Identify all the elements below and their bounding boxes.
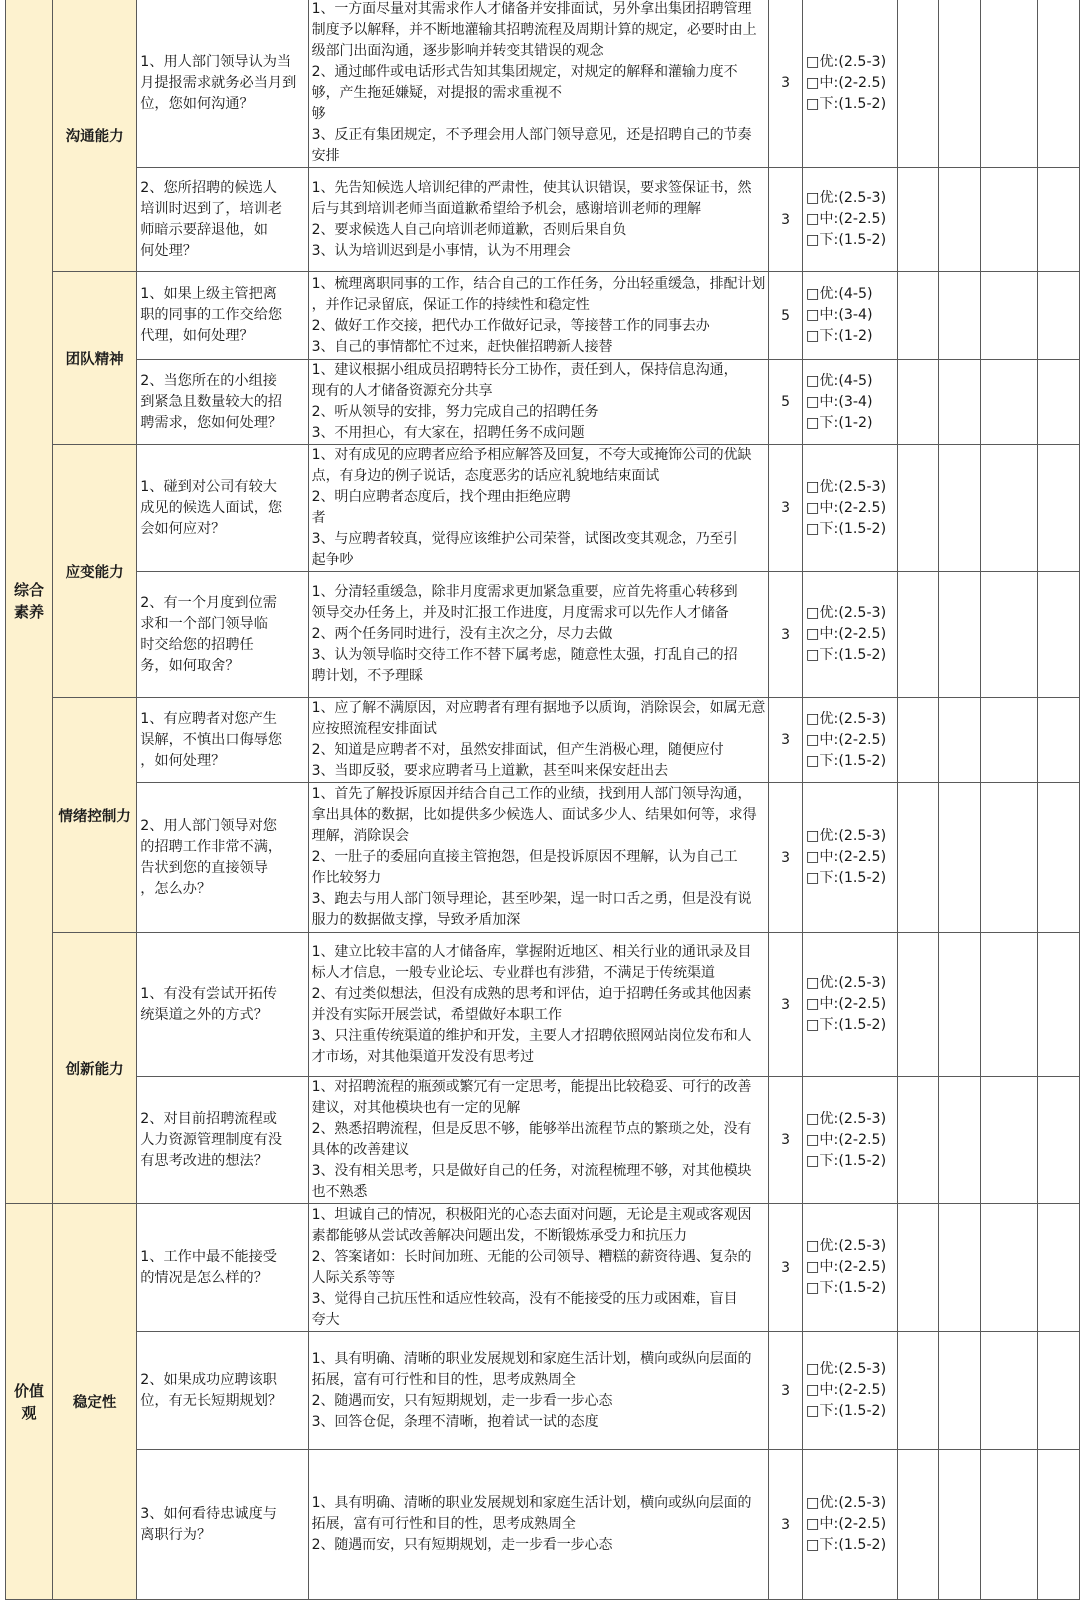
grade-checkbox-option[interactable]: □中:(3-4): [805, 393, 873, 410]
answer-line: 1、分清轻重缓急，除非月度需求更加紧急重要，应首先将重心转移到: [311, 584, 738, 600]
question-text: 离职行为？: [140, 1526, 212, 1543]
question-text: 3、如何看待忠诚度与: [140, 1505, 277, 1522]
score-entry-cell[interactable]: [980, 1077, 1038, 1204]
question-text: 时交给您的招聘任: [140, 636, 254, 653]
grade-checkbox-option[interactable]: □中:(3-4): [805, 307, 873, 323]
score-entry-cell[interactable]: [980, 1450, 1038, 1600]
question-text: 1、有应聘者对您产生: [140, 710, 277, 727]
grade-checkbox-option[interactable]: □中:(2-2.5): [805, 731, 887, 748]
question-text: 位，您如何沟通？: [140, 95, 254, 112]
score-entry-cell[interactable]: [897, 572, 939, 698]
grade-checkbox-option[interactable]: □优:(2.5-3): [805, 1361, 887, 1377]
grade-checkbox-option[interactable]: □中:(2-2.5): [805, 1382, 887, 1398]
score-entry-cell[interactable]: [897, 445, 939, 572]
grade-checkbox-option[interactable]: □下:(1-2): [805, 414, 873, 431]
question-text: 代理，如何处理？: [140, 328, 254, 344]
grade-checkbox-option[interactable]: □下:(1.5-2): [805, 870, 887, 886]
question-text: 误解，不慎出口侮辱您: [140, 731, 283, 748]
grade-checkbox-option[interactable]: □优:(2.5-3): [805, 478, 887, 495]
grade-checkbox-option[interactable]: □下:(1-2): [805, 328, 873, 344]
answer-line: 3、跑去与用人部门领导理论，甚至吵架，逞一时口舌之勇，但是没有说: [311, 891, 752, 907]
score-entry-cell[interactable]: [939, 0, 981, 168]
answer-line: 建议，对其他模块也有一定的见解: [311, 1100, 521, 1116]
answer-line: 应按照流程安排面试: [311, 721, 437, 737]
answer-line: 2、随遇而安，只有短期规划，走一步看一步心态: [311, 1537, 613, 1553]
score-entry-cell[interactable]: [897, 783, 939, 933]
dimension-cell: 应变能力: [53, 445, 137, 698]
answer-line: 3、没有相关思考，只是做好自己的任务，对流程梳理不够，对其他模块: [311, 1163, 752, 1179]
grade-options-cell: [802, 168, 897, 272]
category-label: 价值: [14, 1381, 45, 1400]
score-entry-cell[interactable]: [939, 1077, 981, 1204]
category-label: 综合: [14, 581, 45, 599]
table-row: [6, 168, 1080, 272]
grade-checkbox-option[interactable]: □优:(2.5-3): [805, 828, 887, 844]
answer-line: 并没有实际开展尝试，希望做好本职工作: [311, 1006, 562, 1023]
answer-line: 3、与应聘者较真，觉得应该维护公司荣誉，试图改变其观念，乃至引: [311, 531, 738, 547]
score-entry-cell[interactable]: [980, 1332, 1038, 1450]
reference-answers-cell: [308, 272, 769, 360]
grade-options-cell: [802, 1332, 897, 1450]
question-text: 月提报需求就务必当月到: [140, 74, 297, 91]
category-label: 素养: [14, 603, 45, 621]
answer-line: 点，有身边的例子说话，态度恶劣的话应礼貌地结束面试: [311, 468, 660, 484]
reference-answers-cell: [308, 1450, 769, 1600]
answer-line: 2、做好工作交接，把代办工作做好记录，等接替工作的同事去办: [311, 317, 710, 334]
score-entry-cell[interactable]: [939, 272, 981, 360]
answer-line: 者: [311, 510, 326, 526]
question-text: 到紧急且数量较大的招: [140, 393, 283, 410]
grade-options-cell: [802, 1077, 897, 1204]
category-cell: [6, 0, 53, 1204]
score-entry-cell[interactable]: [980, 698, 1038, 783]
points-cell: 3: [769, 1450, 803, 1600]
question-cell: [137, 0, 308, 168]
points-cell: 3: [769, 1077, 803, 1204]
answer-line: 够，产生拖延嫌疑，对提报的需求重视不: [311, 85, 562, 101]
grade-options-cell: [802, 933, 897, 1077]
question-cell: [137, 360, 308, 445]
answer-line: 3、认为领导临时交待工作不替下属考虑，随意性太强，打乱自己的招: [311, 647, 738, 663]
grade-checkbox-option[interactable]: □优:(2.5-3): [805, 1495, 887, 1511]
grade-checkbox-option[interactable]: □优:(4-5): [805, 372, 873, 389]
dimension-cell: 沟通能力: [53, 0, 137, 272]
score-entry-cell[interactable]: [939, 168, 981, 272]
points-cell: 3: [769, 698, 803, 783]
score-entry-cell[interactable]: [1038, 1332, 1080, 1450]
reference-answers-cell: [308, 933, 769, 1077]
answer-line: 3、自己的事情都忙不过来，赶快催招聘新人接替: [311, 338, 613, 355]
table-row: [6, 360, 1080, 445]
score-entry-cell[interactable]: [1038, 1077, 1080, 1204]
answer-line: 制度予以解释，并不断地灌输其招聘流程及周期计算的规定，必要时由上: [311, 22, 757, 38]
score-entry-cell[interactable]: [980, 168, 1038, 272]
answer-line: 3、觉得自己抗压性和适应性较高，没有不能接受的压力或困难，盲目: [311, 1290, 738, 1307]
points-cell: 5: [769, 360, 803, 445]
grade-options-cell: [802, 360, 897, 445]
table-row: [6, 698, 1080, 783]
question-text: 聘需求，您如何处理？: [140, 414, 283, 431]
answer-line: 够: [311, 106, 326, 122]
score-entry-cell[interactable]: [939, 360, 981, 445]
grade-checkbox-option[interactable]: □优:(4-5): [805, 286, 873, 302]
answer-line: 3、回答仓促，条理不清晰，抱着试一试的态度: [311, 1413, 599, 1430]
question-text: 职的同事的工作交给您: [140, 307, 283, 323]
score-entry-cell[interactable]: [1038, 933, 1080, 1077]
answer-line: 理解，消除误会: [311, 828, 409, 844]
answer-line: 作比较努力: [311, 870, 382, 886]
score-entry-cell[interactable]: [897, 933, 939, 1077]
score-entry-cell[interactable]: [897, 272, 939, 360]
answer-line: 1、建议根据小组成员招聘特长分工协作，责任到人，保持信息沟通，: [311, 362, 738, 378]
grade-options-cell: [802, 698, 897, 783]
points-cell: 3: [769, 933, 803, 1077]
score-entry-cell[interactable]: [939, 445, 981, 572]
question-text: 务，如何取舍？: [140, 657, 240, 674]
question-cell: [137, 933, 308, 1077]
answer-line: 1、具有明确、清晰的职业发展规划和家庭生活计划，横向或纵向层面的: [311, 1350, 752, 1367]
grade-checkbox-option[interactable]: □下:(1.5-2): [805, 232, 887, 248]
score-entry-cell[interactable]: [980, 572, 1038, 698]
grade-checkbox-option[interactable]: □下:(1.5-2): [805, 1403, 887, 1419]
points-cell: 3: [769, 168, 803, 272]
answer-line: 服力的数据做支撑，导致矛盾加深: [311, 912, 521, 928]
question-text: 1、用人部门领导认为当: [140, 53, 292, 70]
score-entry-cell[interactable]: [980, 360, 1038, 445]
question-text: 1、如果上级主管把离: [140, 286, 277, 302]
category-cell: [6, 1204, 53, 1600]
grade-checkbox-option[interactable]: □下:(1.5-2): [805, 1152, 887, 1169]
answer-line: 1、建立比较丰富的人才储备库，掌握附近地区、相关行业的通讯录及目: [311, 943, 752, 960]
answer-line: 具体的改善建议: [311, 1142, 409, 1158]
table-row: [6, 445, 1080, 572]
question-text: 1、工作中最不能接受: [140, 1248, 277, 1265]
score-entry-cell[interactable]: [897, 698, 939, 783]
grade-checkbox-option[interactable]: □中:(2-2.5): [805, 1131, 887, 1148]
grade-checkbox-option[interactable]: □优:(2.5-3): [805, 190, 887, 206]
question-text: ，如何处理？: [140, 752, 226, 769]
points-cell: 3: [769, 0, 803, 168]
question-cell: [137, 168, 308, 272]
answer-line: 1、对有成见的应聘者应给予相应解答及回复，不夸大或掩饰公司的优缺: [311, 447, 752, 463]
question-cell: [137, 1204, 308, 1332]
dimension-cell: 创新能力: [53, 933, 137, 1204]
dimension-cell: 情绪控制力: [53, 698, 137, 933]
table-row: [6, 272, 1080, 360]
answer-line: 拓展，富有可行性和目的性，思考成熟周全: [311, 1371, 576, 1388]
dimension-cell: 团队精神: [53, 272, 137, 445]
answer-line: 级部门出面沟通，逐步影响并转变其错误的观念: [311, 43, 604, 59]
grade-options-cell: [802, 572, 897, 698]
question-cell: [137, 1077, 308, 1204]
answer-line: 2、一肚子的委屈向直接主管抱怨，但是投诉原因不理解，认为自己工: [311, 849, 738, 865]
question-text: 师暗示要辞退他，如: [140, 221, 268, 238]
score-entry-cell[interactable]: [939, 1332, 981, 1450]
grade-checkbox-option[interactable]: □下:(1.5-2): [805, 647, 887, 663]
score-entry-cell[interactable]: [939, 783, 981, 933]
question-text: 位，有无长短期规划？: [140, 1392, 283, 1409]
question-cell: [137, 272, 308, 360]
answer-line: 3、当即反驳，要求应聘者马上道歉，甚至叫来保安赶出去: [311, 763, 668, 779]
table-row: [6, 1332, 1080, 1450]
grade-checkbox-option[interactable]: □下:(1.5-2): [805, 752, 887, 769]
grade-options-cell: [802, 1450, 897, 1600]
question-text: 2、用人部门领导对您: [140, 817, 277, 834]
reference-answers-cell: [308, 360, 769, 445]
grade-options-cell: [802, 783, 897, 933]
score-entry-cell[interactable]: [939, 1204, 981, 1332]
answer-line: 安排: [311, 148, 340, 164]
reference-answers-cell: [308, 0, 769, 168]
question-text: 的情况是怎么样的？: [140, 1269, 268, 1286]
score-entry-cell[interactable]: [897, 360, 939, 445]
question-text: 求和一个部门领导临: [140, 615, 268, 632]
grade-checkbox-option[interactable]: □中:(2-2.5): [805, 74, 887, 91]
question-text: 培训时迟到了，培训老: [140, 200, 283, 217]
answer-line: 1、一方面尽量对其需求作人才储备并安排面试，另外拿出集团招聘管理: [311, 1, 752, 17]
question-text: 人力资源管理制度有没: [140, 1131, 283, 1148]
answer-line: 1、首先了解投诉原因并结合自己工作的业绩，找到用人部门领导沟通，: [311, 786, 752, 802]
interview-evaluation-table: [5, 0, 1080, 1600]
answer-line: 3、不用担心，有大家在，招聘任务不成问题: [311, 425, 585, 441]
grade-checkbox-option[interactable]: □中:(2-2.5): [805, 499, 887, 516]
score-entry-cell[interactable]: [1038, 1450, 1080, 1600]
answer-line: 2、要求候选人自己向培训老师道歉，否则后果自负: [311, 221, 627, 238]
question-text: 2、如果成功应聘该职: [140, 1371, 277, 1388]
answer-line: 标人才信息，一般专业论坛、专业群也有涉猎，不满足于传统渠道: [311, 964, 715, 981]
question-text: 1、碰到对公司有较大: [140, 478, 277, 495]
score-entry-cell[interactable]: [980, 445, 1038, 572]
answer-line: 聘计划，不予理睬: [311, 668, 423, 684]
grade-options-cell: [802, 1204, 897, 1332]
grade-checkbox-option[interactable]: □优:(2.5-3): [805, 710, 887, 727]
answer-line: 2、有过类似想法，但没有成熟的思考和评估，迫于招聘任务或其他因素: [311, 985, 752, 1002]
score-entry-cell[interactable]: [897, 0, 939, 168]
score-entry-cell[interactable]: [980, 1204, 1038, 1332]
table-row: [6, 0, 1080, 168]
answer-line: 2、随遇而安，只有短期规划，走一步看一步心态: [311, 1392, 613, 1409]
answer-line: 3、只注重传统渠道的维护和开发，主要人才招聘依照网站岗位发布和人: [311, 1027, 752, 1044]
question-cell: [137, 1450, 308, 1600]
answer-line: 领导交办任务上，并及时汇报工作进度，月度需求可以先作人才储备: [311, 605, 729, 621]
score-entry-cell[interactable]: [897, 1332, 939, 1450]
question-cell: [137, 572, 308, 698]
reference-answers-cell: [308, 1077, 769, 1204]
answer-line: 拿出具体的数据，比如提供多少候选人、面试多少人、结果如何等，求得: [311, 807, 757, 823]
grade-checkbox-option[interactable]: □优:(2.5-3): [805, 1110, 887, 1127]
score-entry-cell[interactable]: [980, 272, 1038, 360]
table-row: [6, 1450, 1080, 1600]
answer-line: 1、坦诚自己的情况，积极阳光的心态去面对问题，无论是主观或客观因: [311, 1206, 752, 1223]
score-entry-cell[interactable]: [1038, 0, 1080, 168]
points-cell: 3: [769, 1204, 803, 1332]
answer-line: 2、熟悉招聘流程，但是反思不够，能够举出流程节点的繁琐之处，没有: [311, 1121, 752, 1137]
question-text: 2、您所招聘的候选人: [140, 179, 277, 196]
question-text: 2、有一个月度到位需: [140, 594, 277, 611]
answer-line: ，并作记录留底，保证工作的持续性和稳定性: [311, 296, 590, 313]
grade-checkbox-option[interactable]: □优:(2.5-3): [805, 605, 887, 621]
question-text: 的招聘工作非常不满，: [140, 838, 283, 855]
answer-line: 才市场，对其他渠道开发没有思考过: [311, 1048, 535, 1065]
reference-answers-cell: [308, 698, 769, 783]
reference-answers-cell: [308, 445, 769, 572]
question-cell: [137, 1332, 308, 1450]
score-entry-cell[interactable]: [1038, 783, 1080, 933]
question-text: 告状到您的直接领导: [140, 859, 268, 876]
question-text: 2、对目前招聘流程或: [140, 1110, 277, 1127]
answer-line: 2、明白应聘者态度后，找个理由拒绝应聘: [311, 489, 571, 505]
grade-checkbox-option[interactable]: □中:(2-2.5): [805, 626, 887, 642]
grade-checkbox-option[interactable]: □下:(1.5-2): [805, 1017, 887, 1033]
score-entry-cell[interactable]: [1038, 360, 1080, 445]
grade-checkbox-option[interactable]: □中:(2-2.5): [805, 1516, 887, 1532]
score-entry-cell[interactable]: [980, 933, 1038, 1077]
answer-line: 素都能够从尝试改善解决问题出发，不断锻炼承受力和抗压力: [311, 1227, 687, 1244]
reference-answers-cell: [308, 168, 769, 272]
reference-answers-cell: [308, 1204, 769, 1332]
answer-line: 2、两个任务同时进行，没有主次之分，尽力去做: [311, 626, 613, 642]
score-entry-cell[interactable]: [939, 933, 981, 1077]
question-text: 会如何应对？: [140, 520, 226, 537]
score-entry-cell[interactable]: [897, 1204, 939, 1332]
grade-checkbox-option[interactable]: □下:(1.5-2): [805, 1280, 887, 1296]
points-cell: 3: [769, 783, 803, 933]
score-entry-cell[interactable]: [939, 572, 981, 698]
score-entry-cell[interactable]: [1038, 698, 1080, 783]
answer-line: 2、知道是应聘者不对，虽然安排面试，但产生消极心理，随便应付: [311, 742, 724, 758]
question-cell: [137, 445, 308, 572]
dimension-cell: 稳定性: [53, 1204, 137, 1600]
answer-line: 1、具有明确、清晰的职业发展规划和家庭生活计划，横向或纵向层面的: [311, 1495, 752, 1511]
score-entry-cell[interactable]: [939, 698, 981, 783]
category-label: 观: [21, 1403, 37, 1422]
grade-checkbox-option[interactable]: □优:(2.5-3): [805, 1238, 887, 1254]
grade-checkbox-option[interactable]: □中:(2-2.5): [805, 1259, 887, 1275]
table-row: [6, 783, 1080, 933]
points-cell: 3: [769, 572, 803, 698]
question-text: 成见的候选人面试，您: [140, 499, 283, 516]
score-entry-cell[interactable]: [1038, 572, 1080, 698]
table-row: [6, 572, 1080, 698]
score-entry-cell[interactable]: [897, 1077, 939, 1204]
answer-line: 现有的人才储备资源充分共享: [311, 383, 493, 399]
score-entry-cell[interactable]: [897, 1450, 939, 1600]
score-entry-cell[interactable]: [980, 0, 1038, 168]
question-text: 统渠道之外的方式？: [140, 1006, 268, 1023]
grade-options-cell: [802, 0, 897, 168]
answer-line: 2、答案诸如：长时间加班、无能的公司领导、糟糕的薪资待遇、复杂的: [311, 1248, 752, 1265]
grade-checkbox-option[interactable]: □中:(2-2.5): [805, 849, 887, 865]
grade-checkbox-option[interactable]: □下:(1.5-2): [805, 95, 887, 112]
answer-line: 起争吵: [311, 552, 354, 568]
answer-line: 1、对招聘流程的瓶颈或繁冗有一定思考，能提出比较稳妥、可行的改善: [311, 1079, 752, 1095]
question-text: 有思考改进的想法？: [140, 1152, 268, 1169]
question-cell: [137, 783, 308, 933]
score-entry-cell[interactable]: [980, 783, 1038, 933]
answer-line: 2、听从领导的安排，努力完成自己的招聘任务: [311, 404, 599, 420]
answer-line: 也不熟悉: [311, 1184, 368, 1200]
points-cell: 5: [769, 272, 803, 360]
points-cell: 3: [769, 1332, 803, 1450]
answer-line: 1、先告知候选人培训纪律的严肃性，使其认识错误，要求签保证书，然: [311, 179, 752, 196]
reference-answers-cell: [308, 1332, 769, 1450]
score-entry-cell[interactable]: [1038, 168, 1080, 272]
grade-checkbox-option[interactable]: □中:(2-2.5): [805, 996, 887, 1012]
grade-checkbox-option[interactable]: □下:(1.5-2): [805, 520, 887, 537]
answer-line: 拓展，富有可行性和目的性，思考成熟周全: [311, 1516, 576, 1532]
grade-checkbox-option[interactable]: □优:(2.5-3): [805, 975, 887, 991]
question-text: 何处理？: [140, 242, 197, 259]
points-cell: 3: [769, 445, 803, 572]
score-entry-cell[interactable]: [1038, 272, 1080, 360]
table-row: [6, 933, 1080, 1077]
answer-line: 后与其到培训老师当面道歉希望给予机会，感谢培训老师的理解: [311, 200, 701, 217]
grade-checkbox-option[interactable]: □优:(2.5-3): [805, 53, 887, 70]
answer-line: 1、应了解不满原因，对应聘者有理有据地予以质询，消除误会，如属无意: [311, 700, 766, 716]
score-entry-cell[interactable]: [1038, 445, 1080, 572]
reference-answers-cell: [308, 572, 769, 698]
table-row: [6, 1077, 1080, 1204]
answer-line: 人际关系等等: [311, 1269, 396, 1286]
answer-line: 1、梳理离职同事的工作，结合自己的工作任务，分出轻重缓急，排配计划: [311, 275, 766, 292]
grade-checkbox-option[interactable]: □下:(1.5-2): [805, 1537, 887, 1553]
answer-line: 2、通过邮件或电话形式告知其集团规定，对规定的解释和灌输力度不: [311, 64, 738, 80]
question-text: ，怎么办？: [140, 880, 212, 897]
grade-checkbox-option[interactable]: □中:(2-2.5): [805, 211, 887, 227]
answer-line: 夸大: [311, 1311, 340, 1328]
answer-line: 3、认为培训迟到是小事情，认为不用理会: [311, 242, 571, 259]
score-entry-cell[interactable]: [897, 168, 939, 272]
score-entry-cell[interactable]: [1038, 1204, 1080, 1332]
grade-options-cell: [802, 445, 897, 572]
question-cell: [137, 698, 308, 783]
grade-options-cell: [802, 272, 897, 360]
question-text: 1、有没有尝试开拓传: [140, 985, 277, 1002]
reference-answers-cell: [308, 783, 769, 933]
answer-line: 3、反正有集团规定，不予理会用人部门领导意见，还是招聘自己的节奏: [311, 127, 752, 143]
question-text: 2、当您所在的小组接: [140, 372, 277, 389]
score-entry-cell[interactable]: [939, 1450, 981, 1600]
table-row: [6, 1204, 1080, 1332]
